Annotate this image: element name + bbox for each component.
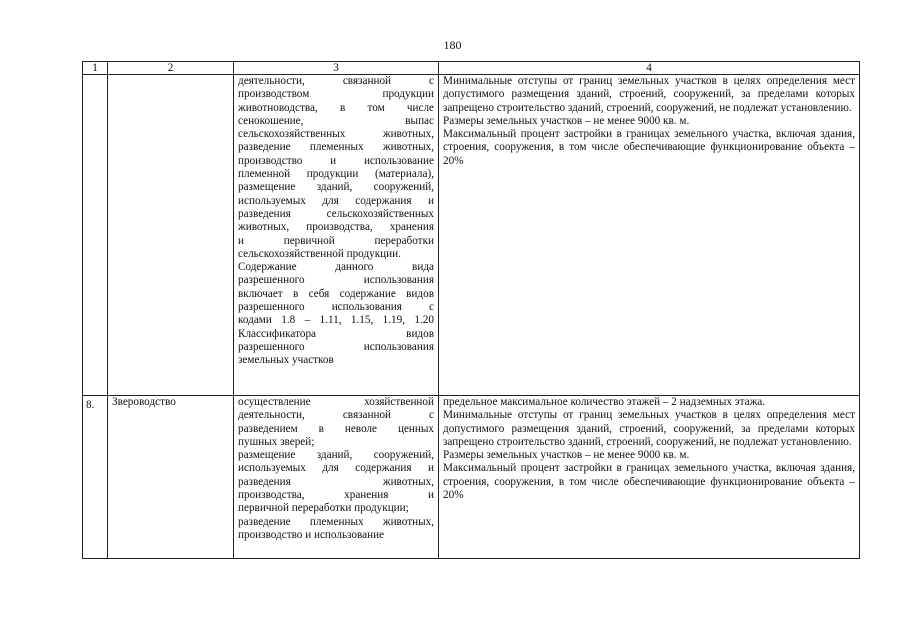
description-line: производства, хранения и <box>238 489 434 502</box>
row-params <box>439 75 860 396</box>
description-line: первичной переработки продукции; <box>238 502 409 515</box>
row-description <box>234 75 439 396</box>
description-line: Содержание данного вида <box>238 261 434 274</box>
header-cell-1: 1 <box>83 62 108 75</box>
row-name <box>108 75 234 396</box>
description-line: разведение племенных животных, <box>238 515 434 528</box>
description-line: осуществление хозяйственной <box>238 396 434 408</box>
description-line: производство и использование <box>238 528 385 541</box>
params-paragraph: Размеры земельных участков – не менее 9000 кв. м. <box>443 114 690 127</box>
params-paragraph: Максимальный процент застройки в границах земельного участка, включая здания, строения, сооружения, в том числе обеспечивающие функционирование объекта – 20% <box>443 128 855 167</box>
row-params <box>439 396 860 559</box>
description-line: включает в себя содержание видов <box>238 287 434 300</box>
params-paragraph: предельное максимальное количество этажей – 2 надземных этажа. <box>443 396 766 408</box>
row-number: 8. <box>83 396 108 559</box>
description-line: пушных зверей; <box>238 435 315 448</box>
description-line: разрешенного использования <box>238 274 434 287</box>
description-line: земельных участков <box>238 354 334 367</box>
description-line: размещение зданий, сооружений, <box>238 449 434 462</box>
description-line: животных, производства, хранения <box>238 221 434 234</box>
description-line: разведения сельскохозяйственных <box>238 207 434 220</box>
params-paragraph: Минимальные отступы от границ земельных участков в целях определения мест допустимого размещения зданий, строений, сооружений, за пределами которых запрещено строительство зданий, строений, сооружений, не подлежат установлению. <box>443 75 855 114</box>
description-line: разрешенного использования <box>238 340 434 353</box>
header-cell-4: 4 <box>439 62 860 75</box>
row-number <box>83 75 108 396</box>
description-line: разведение племенных животных, <box>238 141 434 154</box>
description-line: разведения животных, <box>238 475 434 488</box>
description-line: племенной продукции (материала), <box>238 168 434 181</box>
description-line: деятельности, связанной с <box>238 75 434 87</box>
description-line: сенокошение, выпас <box>238 114 434 127</box>
table-row <box>83 396 860 559</box>
zoning-table <box>82 61 860 559</box>
page-number: 180 <box>443 38 462 52</box>
description-line: размещение зданий, сооружений, <box>238 181 434 194</box>
description-line: используемых для содержания и <box>238 462 434 475</box>
header-cell-2: 2 <box>108 62 234 75</box>
description-line: сельскохозяйственной продукции. <box>238 247 401 260</box>
description-line: сельскохозяйственных животных, <box>238 128 434 141</box>
table-row <box>83 75 860 396</box>
description-line: используемых для содержания и <box>238 194 434 207</box>
description-line: производство и использование <box>238 154 434 167</box>
description-line: кодами 1.8 – 1.11, 1.15, 1.19, 1.20 <box>238 314 434 327</box>
params-paragraph: Минимальные отступы от границ земельных участков в целях определения мест допустимого размещения зданий, строений, сооружений, за пределами которых запрещено строительство зданий, строений, сооружений, не подлежат установлению. <box>443 409 855 448</box>
description-line: Классификатора видов <box>238 327 434 340</box>
description-line: животноводства, в том числе <box>238 101 434 114</box>
table-header-row <box>83 62 860 75</box>
description-line: производством продукции <box>238 88 434 101</box>
params-paragraph: Максимальный процент застройки в границах земельного участка, включая здания, строения, сооружения, в том числе обеспечивающие функционирование объекта – 20% <box>443 462 855 502</box>
header-cell-3: 3 <box>234 62 439 75</box>
params-paragraph: Размеры земельных участков – не менее 9000 кв. м. <box>443 449 690 462</box>
description-line: разведением в неволе ценных <box>238 422 434 435</box>
row-description <box>234 396 439 559</box>
description-line: и первичной переработки <box>238 234 434 247</box>
description-line: деятельности, связанной с <box>238 409 434 422</box>
description-line: разрешенного использования с <box>238 301 434 314</box>
row-name: Звероводство <box>108 396 234 559</box>
